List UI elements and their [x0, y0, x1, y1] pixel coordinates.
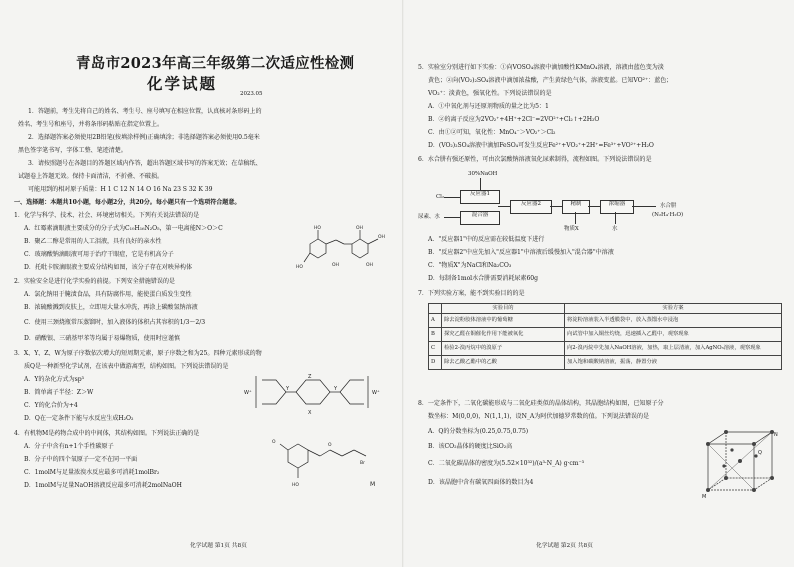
table-row	[429, 356, 782, 370]
option: D．该晶胞中含有碳氧四面体的数目为4	[428, 479, 534, 486]
svg-text:OH: OH	[356, 226, 363, 231]
exam-subtitle: 化学试题	[147, 74, 218, 93]
page-1	[14, 0, 400, 567]
option: C．"物质X"为NaCl和Na₂CO₃	[428, 262, 512, 269]
naoh-label: 30%NaOH	[468, 171, 498, 177]
atom-label: N	[774, 432, 778, 438]
table-cell: A	[429, 314, 442, 328]
option: C．使用三颈烧瓶常压蒸馏时，加入液体的体积占其容积的1/3～2/3	[24, 319, 206, 326]
table-header: 实验方案	[565, 304, 782, 314]
reactor-2-box: 反应器2	[510, 200, 552, 214]
tropicamide-structure-icon	[296, 222, 392, 274]
arrow	[588, 206, 600, 207]
option: C．1molM与足量浓溴水反应最多可消耗1molBr₂	[24, 469, 160, 476]
atomic-masses: 可能用到的相对原子质量：H 1 C 12 N 14 O 16 Na 23 S 32 K 39	[28, 186, 213, 193]
svg-text:HO: HO	[296, 265, 303, 270]
question-3: 3．X、Y、Z、W为原子序数依次增大的短周期元素，原子序数之和为25。四种元素形成的物	[14, 350, 262, 357]
option: D．(VO₂)₂SO₄溶液中滴加FeSO₄可发生反应Fe²⁺+VO₂⁺+2H⁺=Fe³⁺+VO²⁺+H₂O	[428, 142, 654, 149]
option: B．②的离子反应为2VO₂⁺+4H⁺+2Cl⁻=2VO²⁺+Cl₂↑+2H₂O	[428, 116, 600, 123]
question-7: 7．下列实验方案，能不到实验目的的是	[418, 290, 525, 297]
exam-date: 2023.05	[240, 91, 263, 97]
option: A．①中氧化剂与还原剂物质的量之比为5：1	[428, 103, 549, 110]
option: D．每制备1mol水合肼需要消耗尿素60g	[428, 275, 538, 282]
table-row	[429, 328, 782, 342]
atom-label: Q	[758, 450, 762, 456]
experiment-table	[428, 303, 782, 370]
page-2	[410, 0, 786, 567]
question-2: 2．实验安全是进行化学实验的前提。下列安全措施错误的是	[14, 278, 175, 285]
table-row	[429, 314, 782, 328]
arrow	[444, 197, 460, 198]
option: A．Q的分数坐标为(0.25,0.75,0.75)	[428, 428, 529, 435]
crystal-cell-icon	[702, 426, 780, 504]
table-cell: 除去乙酸乙酯中的乙酸	[442, 356, 565, 370]
question-1: 1．化学与科学、技术、社会、环境密切相关。下列有关说法错误的是	[14, 212, 200, 219]
question-8: 8．一定条件下，二氧化碳能形成与二氧化硅类似的晶体结构，其晶胞结构如图，已知原子分	[418, 400, 664, 407]
table-cell: 加入饱和碳酸钠溶液，振荡，静置分液	[565, 356, 782, 370]
page-footer: 化学试题 第1页 共8页	[190, 543, 247, 549]
option: D．托吡卡胺滴眼液主要成分结构如图，该分子存在对映异构体	[24, 264, 193, 271]
q3-structure-icon	[242, 372, 382, 426]
svg-text:OH: OH	[378, 235, 385, 240]
arrow	[498, 206, 510, 207]
instruction-line: 2．选择题答案必须使用2B铅笔(按填涂样例)正确填涂；非选择题答案必须使用0.5毫米	[28, 134, 260, 141]
question-3-cont: 质Q是一种新型化学试剂，在该表中做游离型，结构如图。下列说法错误的是	[24, 363, 229, 370]
option: D．Q在一定条件下能与水反应生成H₂O₂	[24, 415, 134, 422]
table-cell: 向2-溴丙烷中先加入NaOH溶液，加热，取上层清液，加入AgNO₃溶液，观察现象	[565, 342, 782, 356]
water-label: 水	[612, 226, 618, 232]
table-cell: 向试管中加入铜丝灼烧，迅速插入乙醛中，观察现象	[565, 328, 782, 342]
option: A．"反应器1"中的反应需在较低温度下进行	[428, 236, 545, 243]
cl2-label: Cl₂	[436, 194, 445, 200]
page-footer: 化学试题 第2页 共8页	[536, 543, 593, 549]
table-cell: D	[429, 356, 442, 370]
instruction-line: 黑色签字笔书写，字体工整、笔迹清楚。	[18, 147, 127, 154]
option: C．二氧化碳晶体的密度为(5.52×10³²)/(a³·N_A) g·cm⁻³	[428, 460, 585, 467]
option: B．简单离子半径：Z＞W	[24, 389, 94, 396]
arrow	[632, 206, 656, 207]
inputs-label: 尿素、水	[418, 214, 440, 220]
atom-label: Y	[286, 386, 290, 392]
atom-label: Z	[308, 374, 312, 380]
option: A．氯化钠用于腌渍食品，具有防腐作用，能使蛋白质发生变性	[24, 291, 192, 298]
arrow	[480, 178, 481, 190]
distill-box: 精制	[562, 200, 590, 214]
product-formula: (N₂H₄·H₂O)	[652, 212, 684, 218]
option: B．分子中的四个氧原子一定不在同一平面	[24, 456, 138, 463]
option: A．红霉素滴眼液主要成分的分子式为C₁₀H₁₆N₂O₅，第一电离能N＞O＞C	[24, 225, 223, 232]
question-8-cont: 数坐标：M(0,0,0)，N(1,1,1)，设N_A为阿伏加德罗常数的值。下列说法错误的是	[428, 413, 650, 420]
table-header: 实验目的	[442, 304, 565, 314]
svg-text:HO: HO	[292, 483, 299, 488]
arrow	[575, 212, 576, 224]
question-4: 4．有机物M是药物合成中的中间体，其结构如图。下列说法正确的是	[14, 430, 200, 437]
svg-text:OH: OH	[332, 263, 339, 268]
option: B．聚乙二醇是常用的人工泪液，具有良好的亲水性	[24, 238, 162, 245]
product-label: 水合肼	[660, 203, 677, 209]
question-5-cont: 黄色；②向(VO₂)₂SO₄溶液中滴加浓盐酸，产生黄绿色气体，溶液变蓝。已知VO²⁺：蓝色；	[428, 77, 673, 84]
table-cell: 除去淀粉胶体溶液中的葡萄糖	[442, 314, 565, 328]
svg-text:HO: HO	[314, 226, 321, 231]
instruction-line: 1．答题前，考生先将自己的姓名、考生号、座号填写在相应位置，认真核对条形码上的	[28, 108, 262, 115]
atom-label: W⁺	[244, 390, 252, 396]
concentrator-box: 浓缩器	[600, 200, 634, 214]
atom-label: W⁺	[372, 390, 380, 396]
section-heading: 一、选择题：本题共10小题，每小题2分，共20分。每小题只有一个选项符合题意。	[14, 199, 241, 206]
atom-label: X	[308, 410, 312, 416]
table-cell: B	[429, 328, 442, 342]
instruction-line: 试题卷上答题无效。保持卡面清洁，不折叠、不破损。	[18, 173, 164, 180]
substance-x-label: 物质X	[564, 226, 579, 232]
svg-text:Br: Br	[360, 461, 365, 466]
option: D．硝酸银、三硝基甲苯等均属于易爆物质，使用时应谨慎	[24, 335, 180, 342]
option: C．由①②可知，氧化性：MnO₄⁻＞VO₂⁺＞Cl₂	[428, 129, 556, 136]
q4-structure-icon	[272, 436, 382, 490]
option: C．玻璃酸钠滴眼液可用于治疗干眼症，它是有机高分子	[24, 251, 174, 258]
atom-label: Y	[334, 386, 338, 392]
option: D．1molM与足量NaOH溶液反应最多可消耗2molNaOH	[24, 482, 182, 489]
table-cell: 探究乙醛在铜催化作用下能被氧化	[442, 328, 565, 342]
compound-label: M	[370, 481, 376, 488]
exam-title: 青岛市2023年高三年级第二次适应性检测	[76, 55, 355, 72]
instruction-line: 姓名、考生号和座号，并将条形码粘贴在指定位置上。	[18, 121, 164, 128]
option: B．"反应器2"中应先加入"反应器1"中溶液后缓慢加入"混合器"中溶液	[428, 249, 614, 256]
mixer-box: 混合器	[460, 211, 500, 225]
table-cell: C	[429, 342, 442, 356]
arrow	[444, 217, 460, 218]
svg-text:O: O	[272, 440, 276, 445]
table-cell: 检验2-溴丙烷中的溴原子	[442, 342, 565, 356]
arrow	[550, 206, 562, 207]
reactor-1-box: 反应器1	[460, 190, 500, 204]
svg-text:O: O	[328, 443, 332, 448]
option: A．分子中含有n+1个手性碳原子	[24, 443, 114, 450]
arrow	[615, 212, 616, 224]
question-5-cont: VO₂⁺：淡黄色，强氧化性。下列说法错误的是	[428, 90, 552, 97]
instruction-line: 3．请按照题号在各题目的答题区域内作答，超出答题区域书写的答案无效；在草稿纸、	[28, 160, 262, 167]
question-5: 5．实验室分别进行如下实验：①向VOSO₄溶液中滴加酸性KMnO₄溶液，溶液由蓝色变为淡	[418, 64, 664, 71]
option: C．Y的化合价为+4	[24, 402, 78, 409]
option: B．浓硫酸溅到皮肤上，立即用大量水冲洗，再涂上碳酸氢钠溶液	[24, 304, 198, 311]
svg-text:OH: OH	[366, 263, 373, 268]
question-6: 6．水合肼有强还原性，可由次氯酸钠溶液氧化尿素制得，流程如图。下列说法错误的是	[418, 156, 652, 163]
option: B．该CO₂晶体的硬度比SiO₂高	[428, 443, 513, 450]
atom-label: M	[702, 494, 707, 500]
option: A．Y的杂化方式为sp³	[24, 376, 84, 383]
table-row	[429, 342, 782, 356]
page-fold	[402, 0, 404, 567]
table-cell: 将淀粉溶液装入半透膜袋中，放入蒸馏水中浸泡	[565, 314, 782, 328]
